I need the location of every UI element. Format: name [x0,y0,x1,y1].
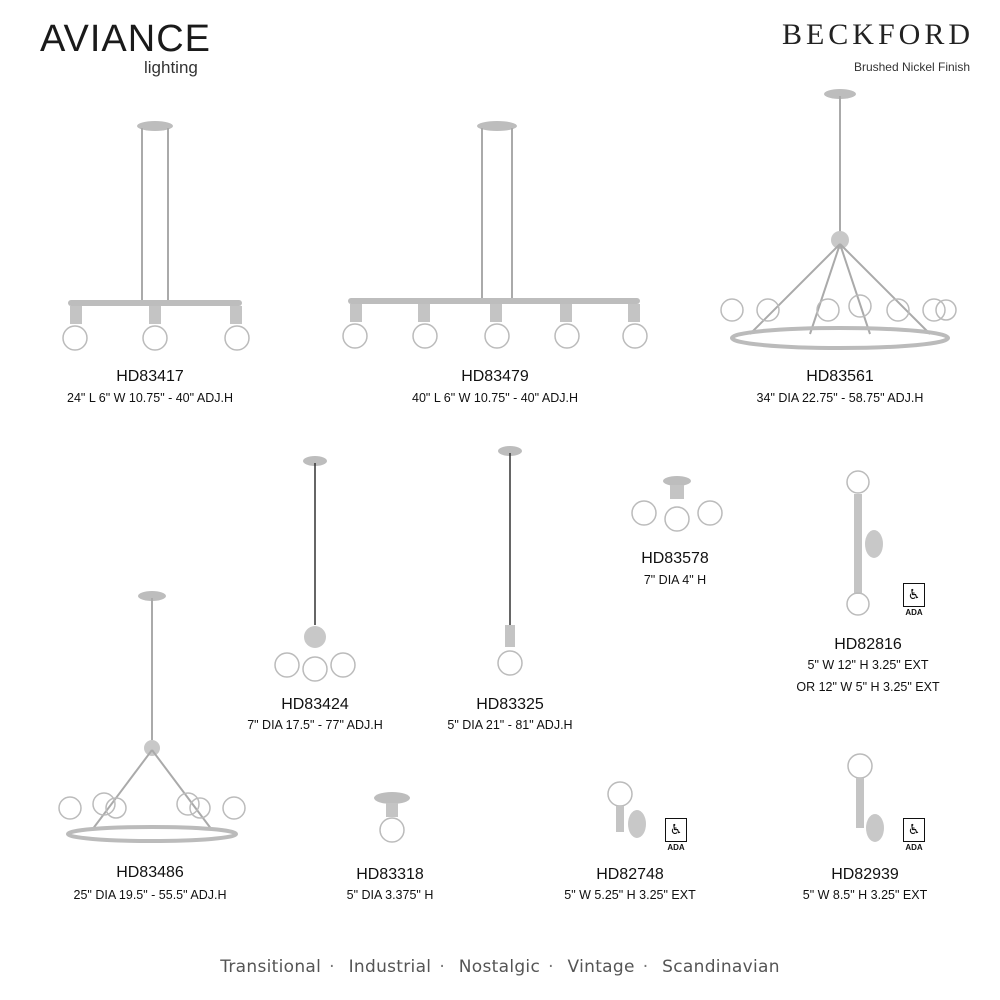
product-sku: HD82748 [596,866,664,883]
product-sku: HD83486 [116,864,184,881]
product-dimensions: 5" DIA 3.375" H [346,888,434,902]
product-sku: HD83424 [281,696,349,713]
product-dimensions: 7" DIA 17.5" - 77" ADJ.H [247,718,383,732]
ada-label: ADA [667,843,685,852]
ada-badge [903,818,925,852]
product-dimensions-alt: OR 12" W 5" H 3.25" EXT [796,680,940,694]
product-dimensions: 25" DIA 19.5" - 55.5" ADJ.H [73,888,227,902]
product-sku: HD82816 [834,636,902,653]
linear-5-light-image [340,118,650,358]
collection-title: BECKFORD [781,18,974,51]
ada-label: ADA [905,843,923,852]
product-sku: HD83318 [356,866,424,883]
brand-logo: AVIANCE [40,18,212,60]
style-tag: Vintage [567,957,635,977]
flush-mount-image [370,790,415,850]
finish-label: Brushed Nickel Finish [853,60,970,74]
ada-label: ADA [905,608,923,617]
product-dimensions: 24" L 6" W 10.75" - 40" ADJ.H [67,391,233,405]
tall-sconce-image [845,752,890,852]
style-tag: Industrial [348,957,432,977]
style-tag: Scandinavian [662,957,780,977]
style-tag: Transitional [220,957,322,977]
product-dimensions: 5" W 8.5" H 3.25" EXT [802,888,928,902]
product-dimensions: 5" W 12" H 3.25" EXT [807,658,929,672]
cluster-pendant-image [270,455,360,685]
product-sku: HD83578 [641,550,709,567]
wheelchair-icon: ♿ [665,818,687,842]
style-tag: Nostalgic [458,957,541,977]
brand-subtitle: lighting [144,58,198,77]
product-dimensions: 34" DIA 22.75" - 58.75" ADJ.H [756,391,924,405]
style-tags: Transitional · Industrial · Nostalgic · Vintage · Scandinavian [220,957,780,977]
product-dimensions: 5" DIA 21" - 81" ADJ.H [447,718,573,732]
product-sku: HD82939 [831,866,899,883]
wheelchair-icon: ♿ [903,583,925,607]
product-sku: HD83325 [476,696,544,713]
mini-pendant-image [490,445,530,685]
ada-badge [903,583,925,617]
ada-badge [665,818,687,852]
product-sku: HD83479 [461,368,529,385]
product-dimensions: 40" L 6" W 10.75" - 40" ADJ.H [412,391,578,405]
chandelier-6-light-image [52,590,252,855]
product-sku: HD83561 [806,368,874,385]
linear-3-light-image [60,118,250,358]
single-sconce-image [605,780,650,850]
wheelchair-icon: ♿ [903,818,925,842]
product-dimensions: 7" DIA 4" H [643,573,707,587]
product-sku: HD83417 [116,368,184,385]
product-dimensions: 5" W 5.25" H 3.25" EXT [564,888,696,902]
chandelier-10-light-image [720,88,960,358]
double-sconce-image [840,470,885,620]
semi-flush-3-light-image [630,475,725,535]
